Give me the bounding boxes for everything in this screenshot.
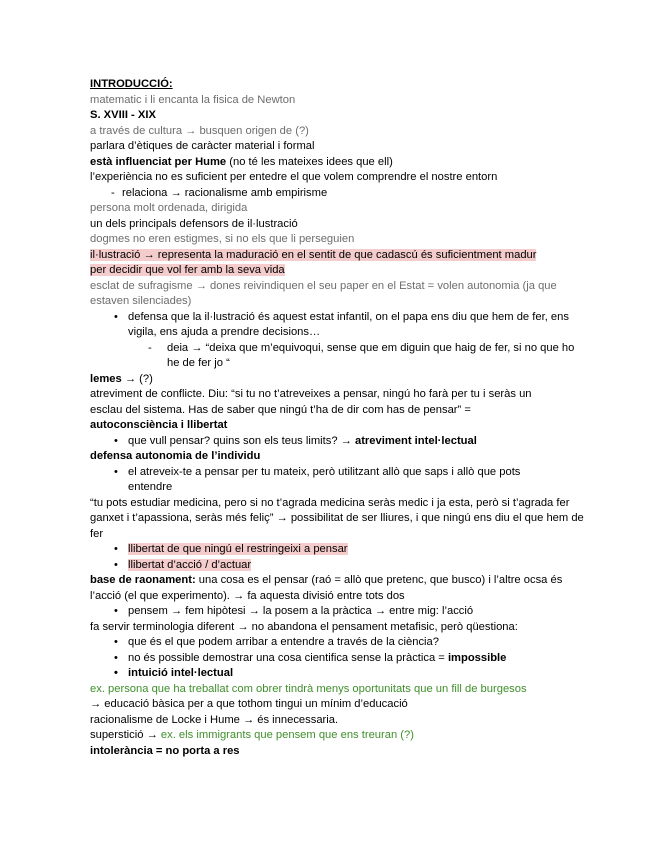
highlighted-line	[90, 263, 590, 279]
note-line: racionalisme de Locke i Hume → és innecessaria.	[90, 713, 339, 726]
bold-text: impossible	[447, 651, 507, 664]
note-line: a través de cultura → busquen origen de (?)	[90, 124, 309, 137]
bullet-item: • defensa que la il·lustració és aquest estat infantil, on el papa ens diu que hem de fer, ens vigila, ens ajuda a prendre decisions…	[90, 310, 590, 341]
note-line: dogmes no eren estigmes, si no els que li perseguien	[90, 233, 355, 245]
note-line	[90, 728, 590, 744]
note-text: una cosa es el pensar (raó = allò que pretenc, que busco) i l’altre ocsa és l’acció (el que experimento). → fa aquesta divisió entre tots dos	[90, 574, 563, 602]
note-paragraph: atreviment de conflicte. Diu: “si tu no t’atreveixes a pensar, ningú ho farà per tu i seràs un esclau del sistema. Has de saber que ningú t’ha de dir com has de pensar” =	[90, 388, 532, 416]
note-text: superstició →	[90, 729, 161, 741]
dash-item: - relaciona → racionalisme amb empirisme	[90, 186, 590, 202]
bullet-item: • el atreveix-te a pensar per tu mateix, però utilitzant allò que saps i allò que pots entendre	[90, 465, 590, 496]
section-heading: INTRODUCCIÓ:	[90, 78, 173, 90]
bullet-item	[90, 434, 590, 450]
bullet-item	[90, 558, 590, 574]
example-text: ex. els immigrants que pensem que ens treuran (?)	[160, 729, 414, 741]
bold-text: lemes	[90, 372, 122, 385]
century-heading: S. XVIII - XIX	[90, 109, 156, 121]
bullet-item: • pensem → fem hipòtesi → la posem a la pràctica → entre mig: l’acció	[90, 604, 590, 620]
note-text: que vull pensar? quins son els teus limits? →	[128, 434, 355, 447]
bold-line: defensa autonomia de l’individu	[90, 450, 261, 462]
note-line: l’experiència no es suficient per entedre el que volem comprendre el nostre entorn	[90, 171, 498, 183]
bullet-item	[90, 542, 590, 558]
note-text: (no té les mateixes idees que ell)	[226, 155, 393, 168]
dash-item: - deia → “deixa que m’equivoqui, sense que em diguin que haig de fer, si no que ho he de fer jo “	[90, 341, 590, 372]
note-line: fa servir terminologia diferent → no abandona el pensament metafisic, però qüestiona:	[90, 620, 518, 633]
bullet-item	[90, 651, 590, 667]
note-paragraph: “tu pots estudiar medicina, pero si no t’agrada medicina seràs medic i ja esta, però si t’agrada fer ganxet i t’apassiona, seràs més feliç” → possibilitat de ser lliures, i que ningú ens diu el que hem de fer	[90, 496, 584, 540]
bold-text: base de raonament:	[90, 574, 196, 586]
highlight-text: il·lustració → representa la maduració en el sentit de que cadascú és suficientment madur	[90, 248, 537, 261]
highlight-text: per decidir que vol fer amb la seva vida	[90, 264, 285, 276]
note-text: → (?)	[121, 372, 153, 385]
highlight-text: llibertat d’acció / d’actuar	[128, 558, 252, 571]
note-line: → educació bàsica per a que tothom tingui un mínim d’educació	[90, 698, 408, 710]
highlight-text: llibertat de que ningú el restringeixi a pensar	[128, 543, 348, 555]
note-line: persona molt ordenada, dirigida	[90, 202, 248, 214]
note-line	[90, 372, 590, 388]
note-line: parlara d’ètiques de caràcter material i formal	[90, 140, 315, 152]
bold-line: intolerància = no porta a res	[90, 744, 240, 757]
highlighted-line	[90, 248, 590, 264]
note-text: no és possible demostrar una cosa cientifica sense la pràctica =	[128, 651, 448, 664]
note-line: matematic i li encanta la fisica de Newton	[90, 93, 296, 106]
bullet-item: • que és el que podem arribar a entendre a través de la ciència?	[90, 635, 590, 651]
note-line	[90, 155, 590, 171]
note-paragraph	[90, 573, 590, 604]
note-line: un dels principals defensors de il·lustració	[90, 217, 298, 230]
bullet-item: • intuició intel·lectual	[90, 666, 590, 682]
example-line: ex. persona que ha treballat com obrer tindrà menys oportunitats que un fill de burgesos	[90, 682, 527, 695]
notes-body	[90, 77, 590, 759]
bold-text: atreviment intel·lectual	[354, 434, 477, 447]
note-paragraph: esclat de sufragisme → dones reivindiquen el seu paper en el Estat = volen autonomia (ja que estaven silenciades)	[90, 279, 557, 307]
bold-line: autoconsciència i llibertat	[90, 419, 228, 431]
bold-text: està influenciat per Hume	[90, 155, 227, 168]
